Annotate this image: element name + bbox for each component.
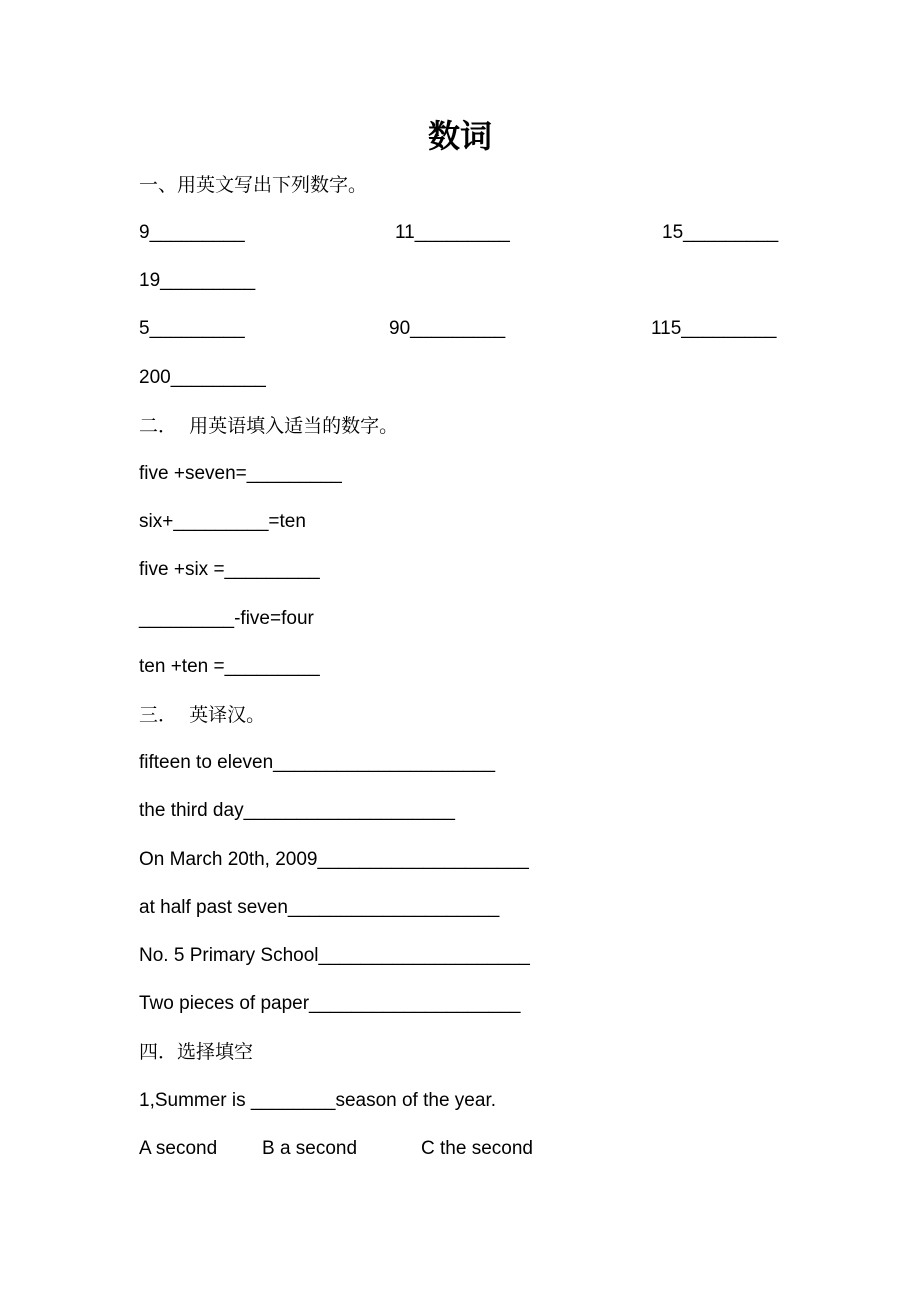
- blank-200: 200_________: [139, 367, 266, 388]
- translation-item: On March 20th, 2009____________________: [139, 849, 529, 870]
- equation-item: five +seven=_________: [139, 463, 342, 484]
- page-title: 数词: [427, 117, 492, 155]
- option-b: B a second: [262, 1138, 358, 1159]
- blank-5: 5_________: [139, 318, 245, 339]
- translation-item: at half past seven____________________: [139, 897, 500, 918]
- translation-item: No. 5 Primary School____________________: [139, 945, 530, 966]
- blank-115: 115_________: [651, 318, 777, 339]
- section-4-heading: 四．选择填空: [139, 1041, 254, 1063]
- equation-item: _________-five=four: [139, 608, 314, 629]
- translation-item: fifteen to eleven_____________________: [139, 752, 496, 773]
- blank-9: 9_________: [139, 222, 245, 243]
- equation-item: six+_________=ten: [139, 511, 306, 532]
- option-a: A second: [139, 1138, 218, 1159]
- equation-item: ten +ten =_________: [139, 656, 320, 677]
- blank-19: 19_________: [139, 270, 256, 291]
- blank-15: 15_________: [662, 222, 779, 243]
- question-1: 1,Summer is ________season of the year.: [139, 1090, 497, 1111]
- section-2-heading: 二． 用英语填入适当的数字。: [139, 415, 399, 437]
- blank-90: 90_________: [389, 318, 506, 339]
- equation-item: five +six =_________: [139, 559, 320, 580]
- option-c: C the second: [421, 1138, 533, 1159]
- translation-item: the third day____________________: [139, 800, 455, 821]
- blank-11: 11_________: [395, 222, 510, 243]
- section-3-heading: 三． 英译汉。: [139, 704, 266, 726]
- section-1-heading: 一、用英文写出下列数字。: [139, 174, 368, 196]
- translation-item: Two pieces of paper____________________: [139, 993, 521, 1014]
